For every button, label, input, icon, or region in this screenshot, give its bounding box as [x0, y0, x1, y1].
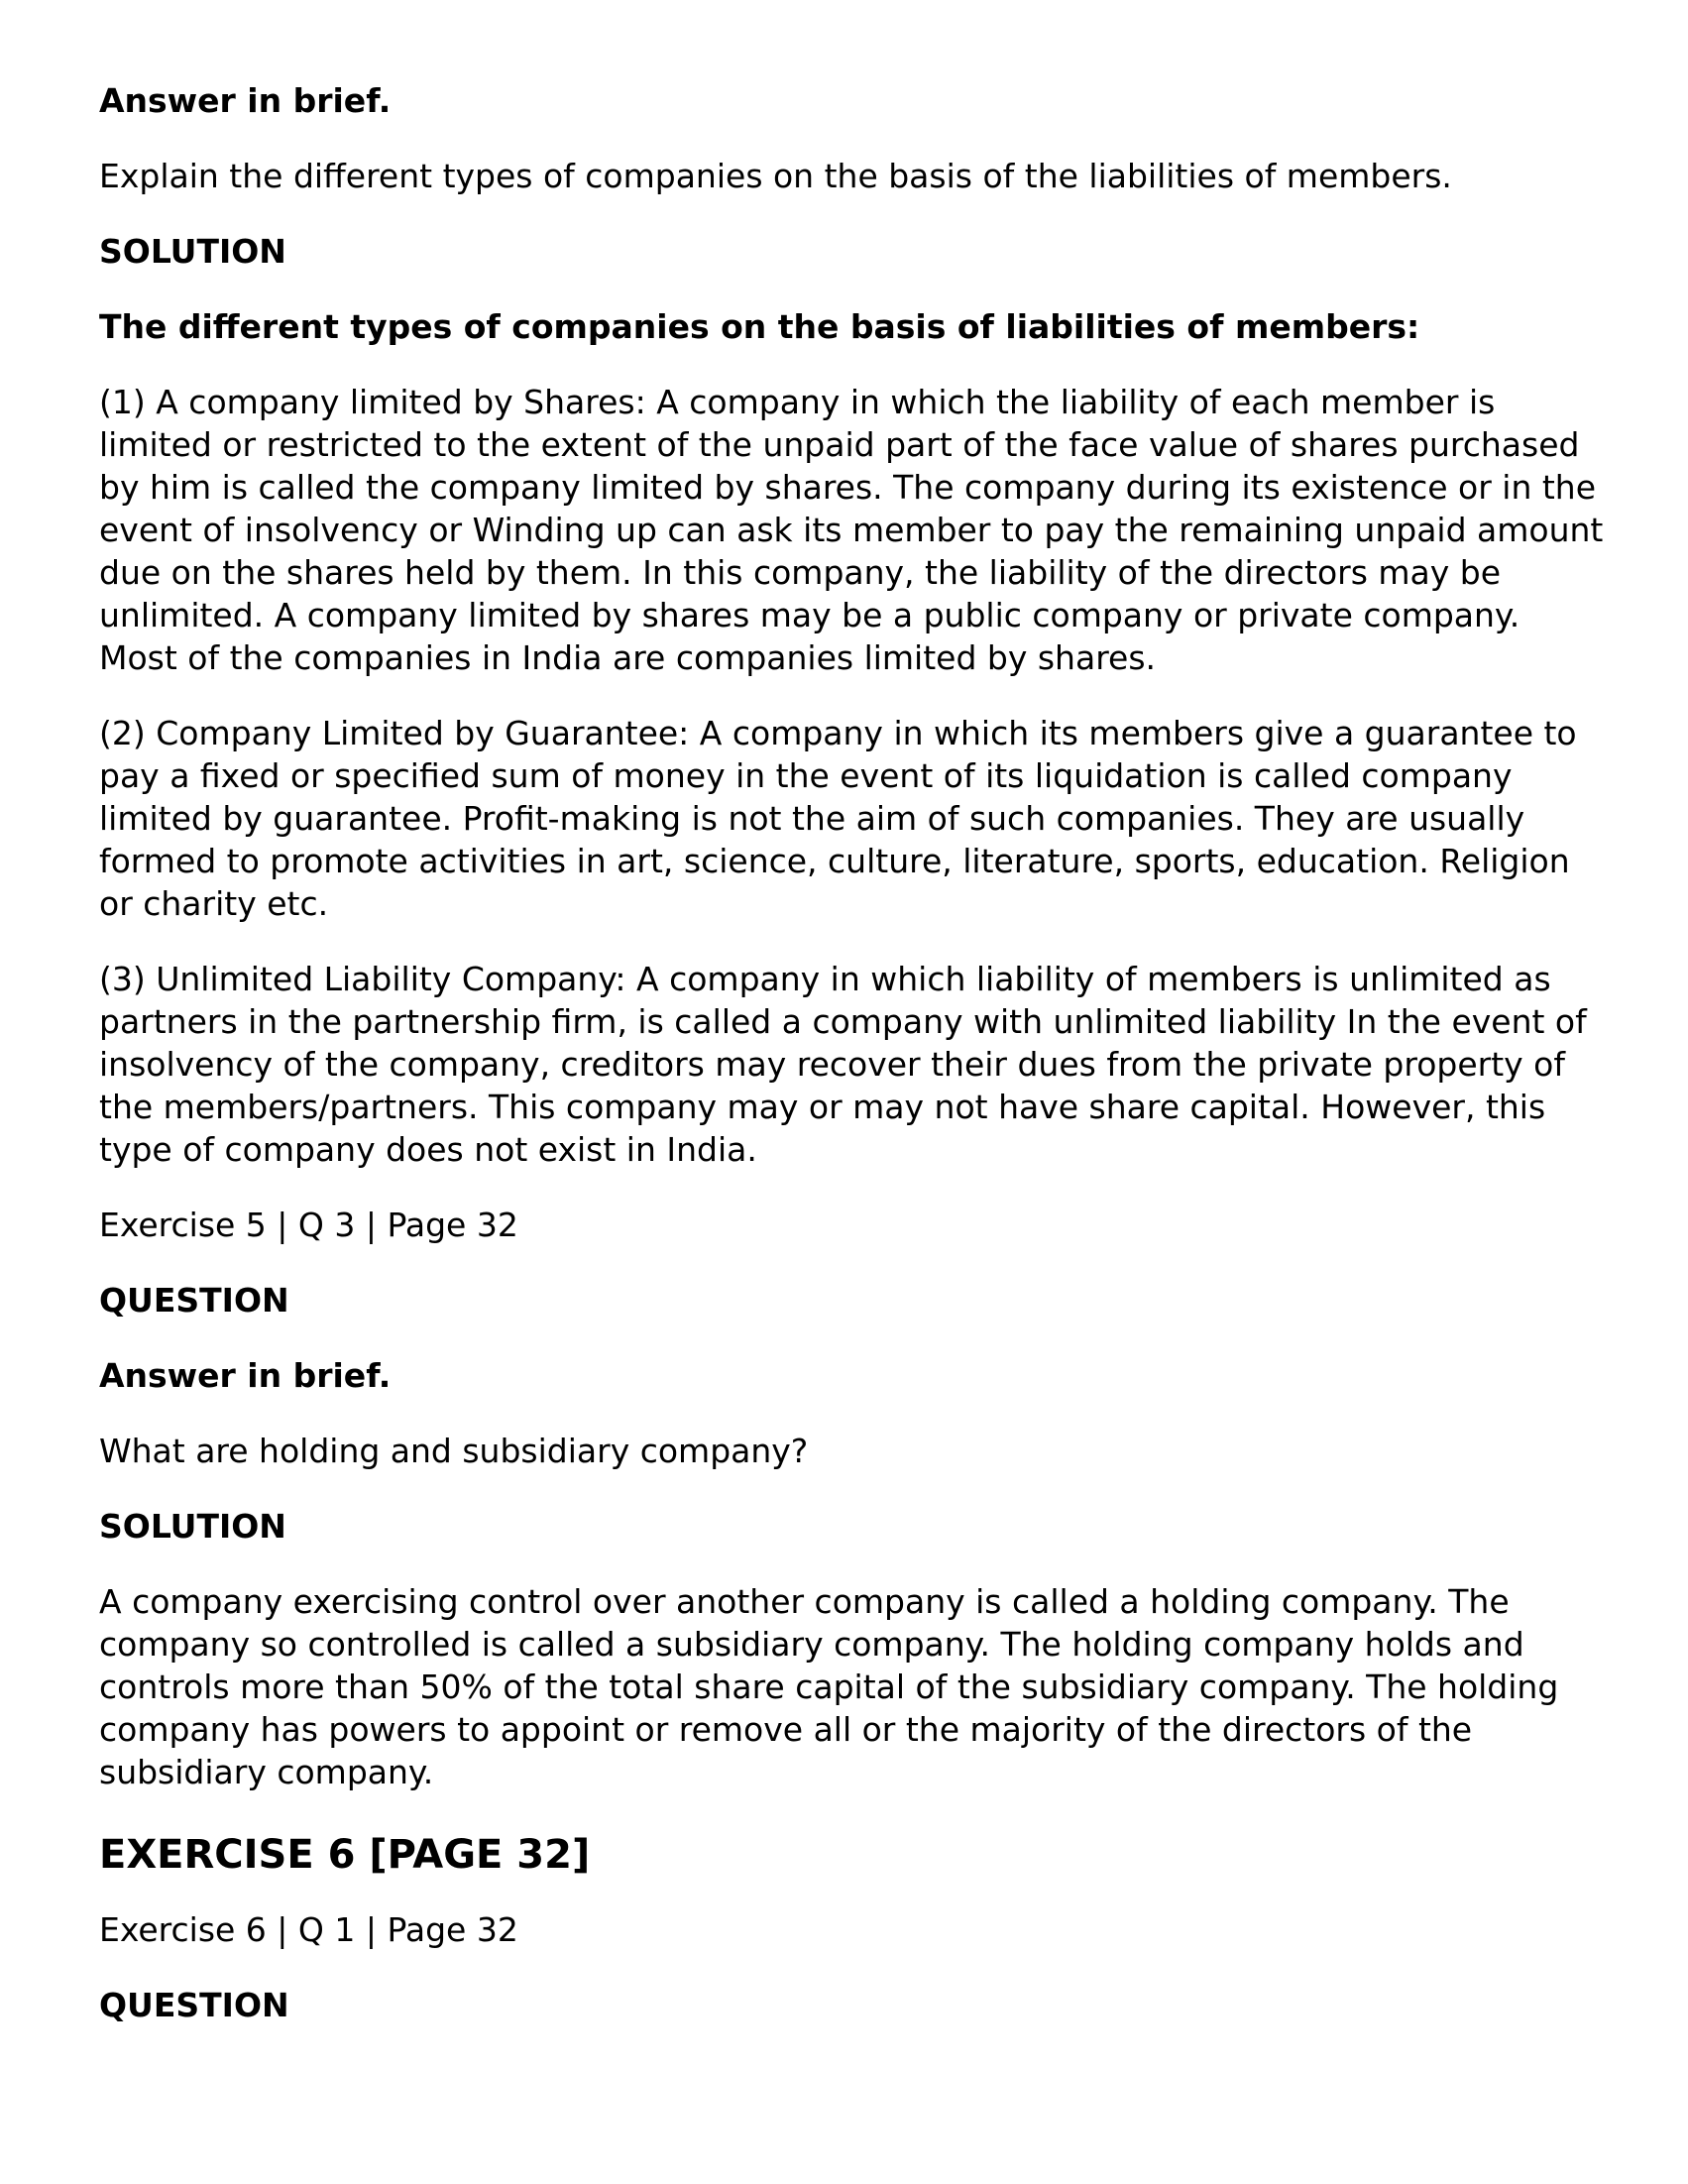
question-text: What are holding and subsidiary company? — [99, 1432, 809, 1470]
exercise-reference: Exercise 6 | Q 1 | Page 32 — [99, 1910, 518, 1949]
exercise-6-heading: EXERCISE 6 [PAGE 32] — [99, 1832, 591, 1878]
solution-paragraph-guarantee: (2) Company Limited by Guarantee: A company in which its members give a guarantee to pay a fixed or specified sum of money in the event of its liquidation is called company limited by guarantee. Profit-making is not the aim of such companies. They are usually formed to promote activities in art, science, culture, literature, sports, education. Religion or charity etc. — [99, 714, 1577, 923]
solution-paragraph-holding: A company exercising control over another company is called a holding company. The company so controlled is called a subsidiary company. The holding company holds and controls more than 50% of the total share capital of the subsidiary company. The holding company has powers to appoint or remove all or the majority of the directors of the subsidiary company. — [99, 1582, 1559, 1791]
exercise-reference: Exercise 5 | Q 3 | Page 32 — [99, 1206, 518, 1244]
question-label: QUESTION — [99, 1281, 289, 1320]
solution-label: SOLUTION — [99, 1507, 286, 1546]
question-label: QUESTION — [99, 1986, 289, 2024]
solution-paragraph-shares: (1) A company limited by Shares: A company in which the liability of each member is limited or restricted to the extent of the unpaid part of the face value of shares purchased by him is called the company limited by shares. The company during its existence or in the event of insolvency or Winding up can ask its member to pay the remaining unpaid amount due on the shares held by them. In this company, the liability of the directors may be unlimited. A company limited by shares may be a public company or private company. Most of the companies in India are companies limited by shares. — [99, 383, 1604, 677]
answer-in-brief-label: Answer in brief. — [99, 1356, 392, 1395]
answer-in-brief-label: Answer in brief. — [99, 81, 392, 120]
solution-paragraph-unlimited: (3) Unlimited Liability Company: A company in which liability of members is unlimited as partners in the partnership firm, is called a company with unlimited liability In the event of insolvency of the company, creditors may recover their dues from the private property of the members/partners. This company may or may not have share capital. However, this type of company does not exist in India. — [99, 960, 1587, 1169]
solution-label: SOLUTION — [99, 232, 286, 271]
question-text: Explain the different types of companies on the basis of the liabilities of members. — [99, 157, 1452, 195]
solution-heading: The different types of companies on the basis of liabilities of members: — [99, 307, 1420, 346]
document-page — [99, 79, 1606, 2026]
